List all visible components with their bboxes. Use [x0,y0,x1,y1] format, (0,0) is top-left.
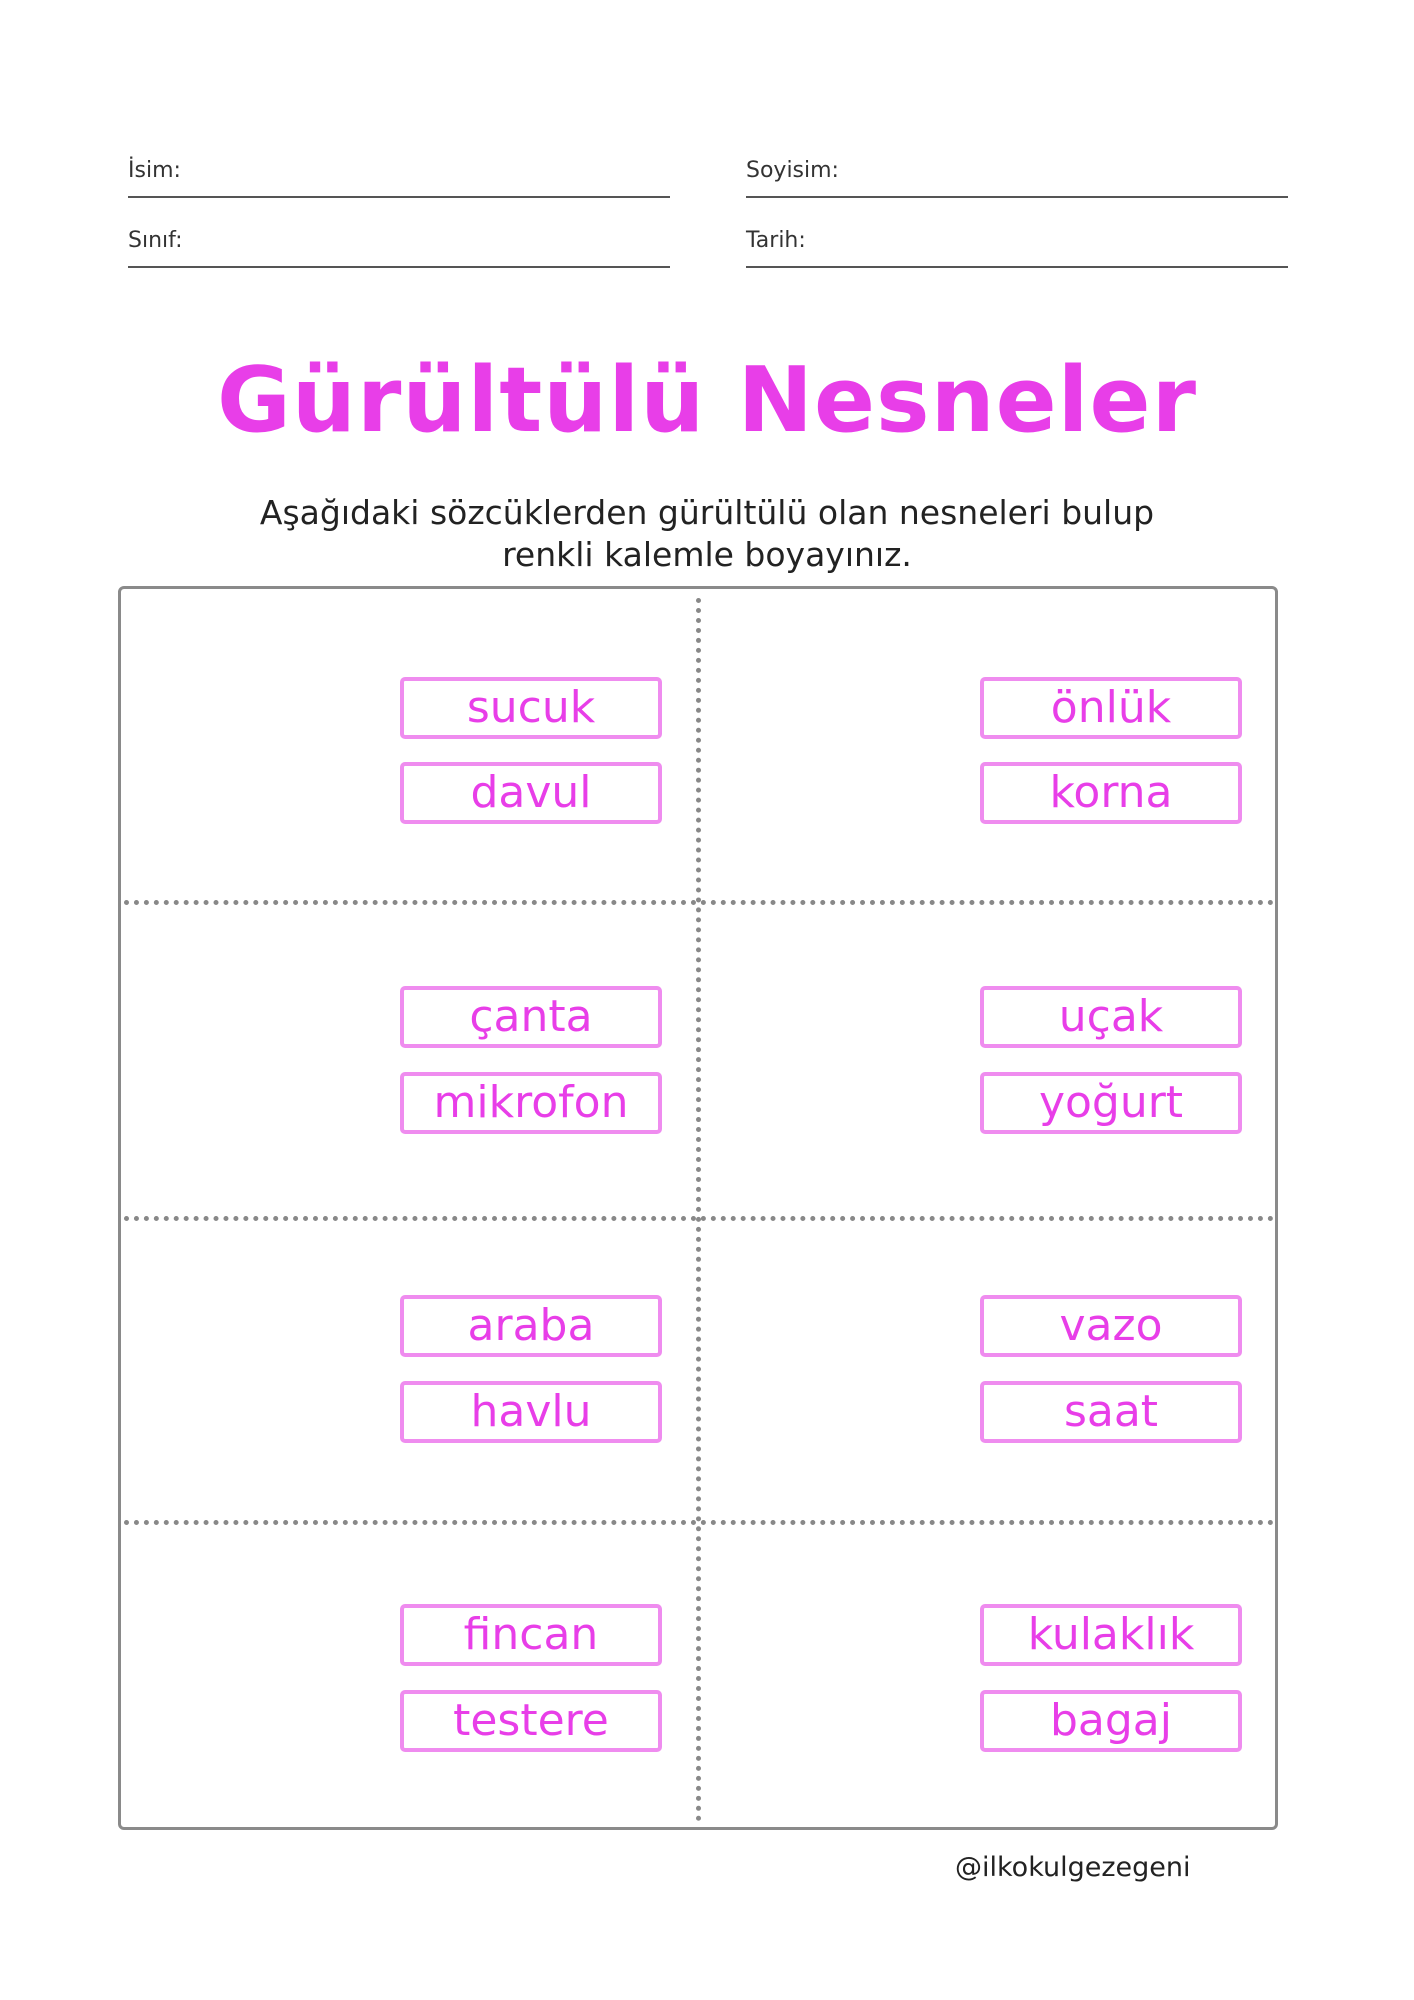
word-box[interactable]: kulaklık [980,1604,1242,1666]
surname-label: Soyisim: [746,158,839,183]
class-label: Sınıf: [128,228,183,253]
surname-line [746,196,1288,198]
instruction-text [207,492,1207,576]
word-box[interactable]: araba [400,1295,662,1357]
instruction-line-2: renkli kalemle boyayınız. [502,535,912,574]
word-box[interactable]: önlük [980,677,1242,739]
horizontal-divider-2 [124,1216,1274,1221]
name-line [128,196,670,198]
page-title: Gürültülü Nesneler [217,348,1197,453]
name-label: İsim: [128,158,181,183]
class-line [128,266,670,268]
word-box[interactable]: korna [980,762,1242,824]
word-box[interactable]: saat [980,1381,1242,1443]
word-box[interactable]: testere [400,1690,662,1752]
date-label: Tarih: [746,228,806,253]
horizontal-divider-1 [124,900,1274,905]
date-line [746,266,1288,268]
word-box[interactable]: vazo [980,1295,1242,1357]
horizontal-divider-3 [124,1520,1274,1525]
surname-field[interactable] [746,158,1288,198]
word-box[interactable]: davul [400,762,662,824]
class-field[interactable] [128,228,670,268]
date-field[interactable] [746,228,1288,268]
word-box[interactable]: fincan [400,1604,662,1666]
word-box[interactable]: bagaj [980,1690,1242,1752]
instruction-line-1: Aşağıdaki sözcüklerden gürültülü olan nesneleri bulup [259,493,1155,532]
word-box[interactable]: sucuk [400,677,662,739]
name-field[interactable] [128,158,670,198]
word-box[interactable]: havlu [400,1381,662,1443]
word-box[interactable]: yoğurt [980,1072,1242,1134]
word-box[interactable]: mikrofon [400,1072,662,1134]
word-box[interactable]: çanta [400,986,662,1048]
word-box[interactable]: uçak [980,986,1242,1048]
vertical-divider [696,598,701,1822]
credit-handle: @ilkokulgezegeni [955,1852,1191,1883]
